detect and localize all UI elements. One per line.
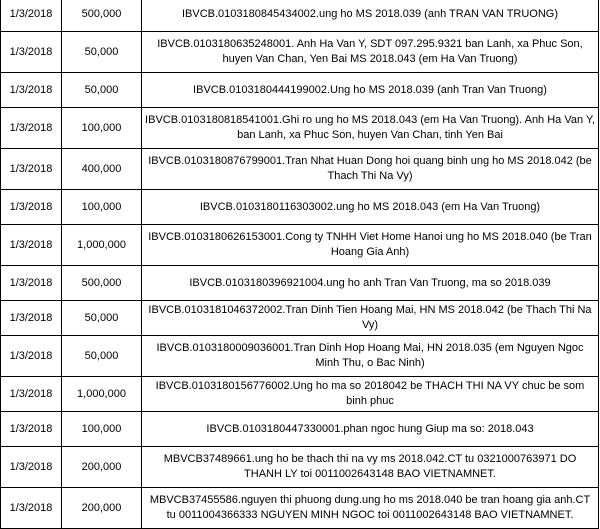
date-cell: 1/3/2018: [1, 225, 62, 266]
amount-cell: 500,000: [62, 0, 142, 32]
amount-cell: 50,000: [62, 301, 142, 336]
table-row: [1, 377, 599, 412]
amount-cell: 200,000: [62, 447, 142, 488]
description-cell: IBVCB.0103180009036001.Tran Dinh Hop Hoang Mai, HN 2018.035 (em Nguyen Ngoc Minh Thu, o Bac Ninh): [142, 336, 599, 377]
date-cell: 1/3/2018: [1, 32, 62, 73]
ledger-body: [1, 0, 599, 529]
table-row: [1, 336, 599, 377]
description-cell: IBVCB.0103180845434002.ung ho MS 2018.039 (anh TRAN VAN TRUONG): [142, 0, 599, 32]
date-cell: 1/3/2018: [1, 108, 62, 149]
description-cell: IBVCB.0103180447330001.phan ngoc hung Giup ma so: 2018.043: [142, 412, 599, 447]
table-row: [1, 0, 599, 32]
amount-cell: 1,000,000: [62, 225, 142, 266]
description-cell: MBVCB37455586.nguyen thi phuong dung.ung ho ms 2018.040 be tran hoang gia anh.CT tu 0011004366333 NGUYEN MINH NGOC toi 0011002643148 BAO VIETNAMNET.: [142, 488, 599, 529]
date-cell: 1/3/2018: [1, 266, 62, 301]
date-cell: 1/3/2018: [1, 377, 62, 412]
table-row: [1, 447, 599, 488]
description-cell: IBVCB.0103181046372002.Tran Dinh Tien Hoang Mai, HN MS 2018.042 (be Thach Thi Na Vy): [142, 301, 599, 336]
amount-cell: 1,000,000: [62, 377, 142, 412]
date-cell: 1/3/2018: [1, 336, 62, 377]
description-cell: IBVCB.0103180876799001.Tran Nhat Huan Dong hoi quang binh ung ho MS 2018.042 (be Thach Thi Na Vy): [142, 149, 599, 190]
table-row: [1, 149, 599, 190]
date-cell: 1/3/2018: [1, 301, 62, 336]
date-cell: 1/3/2018: [1, 447, 62, 488]
amount-cell: 50,000: [62, 32, 142, 73]
table-row: [1, 73, 599, 108]
table-row: [1, 266, 599, 301]
amount-cell: 50,000: [62, 73, 142, 108]
description-cell: IBVCB.0103180396921004.ung ho anh Tran Van Truong, ma so 2018.039: [142, 266, 599, 301]
table-row: [1, 32, 599, 73]
table-row: [1, 190, 599, 225]
date-cell: 1/3/2018: [1, 73, 62, 108]
description-cell: IBVCB.0103180635248001. Anh Ha Van Y, SDT 097.295.9321 ban Lanh, xa Phuc Son, huyen Van Chan, Yen Bai MS 2018.043 (em Ha Van Truong): [142, 32, 599, 73]
table-row: [1, 301, 599, 336]
description-cell: IBVCB.0103180444199002.Ung ho MS 2018.039 (anh Tran Van Truong): [142, 73, 599, 108]
date-cell: 1/3/2018: [1, 488, 62, 529]
table-row: [1, 488, 599, 529]
date-cell: 1/3/2018: [1, 190, 62, 225]
amount-cell: 100,000: [62, 190, 142, 225]
amount-cell: 500,000: [62, 266, 142, 301]
table-row: [1, 108, 599, 149]
description-cell: IBVCB.0103180116303002.ung ho MS 2018.043 (em Ha Van Truong): [142, 190, 599, 225]
description-cell: IBVCB.0103180626153001.Cong ty TNHH Viet Home Hanoi ung ho MS 2018.040 (be Tran Hoang Gia Anh): [142, 225, 599, 266]
date-cell: 1/3/2018: [1, 149, 62, 190]
amount-cell: 400,000: [62, 149, 142, 190]
date-cell: 1/3/2018: [1, 0, 62, 32]
amount-cell: 200,000: [62, 488, 142, 529]
description-cell: MBVCB37489661.ung ho be thach thi na vy ms 2018.042.CT tu 0321000763971 DO THANH LY toi 0011002643148 BAO VIETNAMNET.: [142, 447, 599, 488]
description-cell: IBVCB.0103180818541001.Ghi ro ung ho MS 2018.043 (em Ha Van Truong). Anh Ha Van Y, ban Lanh, xa Phuc Son, huyen Van Chan, tinh Yen Bai: [142, 108, 599, 149]
amount-cell: 100,000: [62, 412, 142, 447]
table-row: [1, 225, 599, 266]
amount-cell: 100,000: [62, 108, 142, 149]
description-cell: IBVCB.0103180156776002.Ung ho ma so 2018042 be THACH THI NA VY chuc be som binh phuc: [142, 377, 599, 412]
amount-cell: 50,000: [62, 336, 142, 377]
date-cell: 1/3/2018: [1, 412, 62, 447]
table-row: [1, 412, 599, 447]
